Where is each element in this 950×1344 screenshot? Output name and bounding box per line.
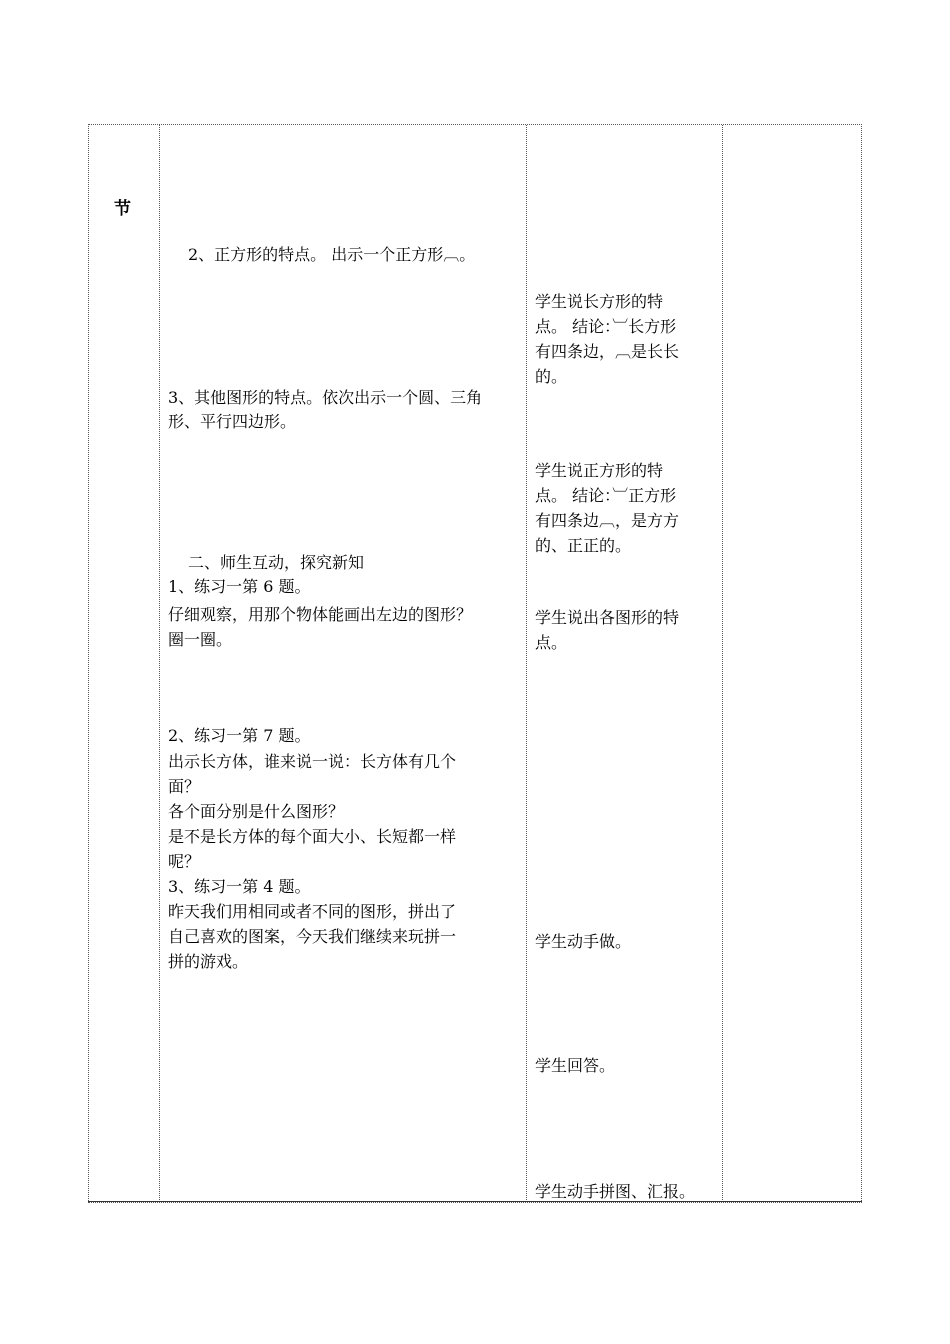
teacher-line: 昨天我们用相同或者不同的图形，拼出了 <box>168 902 457 921</box>
teacher-line: 拼的游戏。 <box>168 952 249 971</box>
teacher-line: 自己喜欢的图案，今天我们继续来玩拼一 <box>168 927 457 946</box>
student-line: 点。 <box>535 633 568 652</box>
student-line: 学生说正方形的特 <box>535 461 664 480</box>
student-line: 学生说长方形的特 <box>535 292 664 311</box>
teacher-line: 二、师生互动，探究新知 <box>188 553 365 572</box>
student-line: 点。 结论：︺长方形 <box>535 317 677 336</box>
student-line: 学生动手拼图、汇报。 <box>535 1182 696 1201</box>
column-divider <box>526 125 527 1202</box>
student-line: 的。 <box>535 367 568 386</box>
teacher-line: 出示长方体，谁来说一说：长方体有几个 <box>168 752 457 771</box>
teacher-line: 圈一圈。 <box>168 630 233 649</box>
student-line: 点。 结论：︺正方形 <box>535 486 677 505</box>
column-divider <box>159 125 160 1202</box>
teacher-line: 2、练习一第 7 题。 <box>168 726 311 745</box>
teacher-line: 面？ <box>168 777 201 796</box>
column-divider <box>722 125 723 1202</box>
teacher-line: 3、练习一第 4 题。 <box>168 877 311 896</box>
student-line: 的、正正的。 <box>535 536 632 555</box>
teacher-line: 各个面分别是什么图形？ <box>168 802 345 821</box>
teacher-line: 1、练习一第 6 题。 <box>168 577 311 596</box>
student-line: 学生回答。 <box>535 1056 616 1075</box>
teacher-line: 是不是长方体的每个面大小、长短都一样 <box>168 827 457 846</box>
student-line: 有四条边，︹是长长 <box>535 342 680 361</box>
teacher-line: 2、正方形的特点。 出示一个正方形︹。 <box>188 245 476 264</box>
section-label: 节 <box>114 199 131 219</box>
student-line: 学生动手做。 <box>535 932 632 951</box>
teacher-line: 呢？ <box>168 852 201 871</box>
teacher-line: 形、平行四边形。 <box>168 412 297 431</box>
teacher-line: 仔细观察，用那个物体能画出左边的图形？ <box>168 605 473 624</box>
student-line: 有四条边︹，是方方 <box>535 511 680 530</box>
teacher-line: 3、其他图形的特点。依次出示一个圆、三角 <box>168 388 483 407</box>
lesson-table <box>88 124 862 1203</box>
student-line: 学生说出各图形的特 <box>535 608 680 627</box>
table-bottom-rule <box>88 1201 862 1202</box>
